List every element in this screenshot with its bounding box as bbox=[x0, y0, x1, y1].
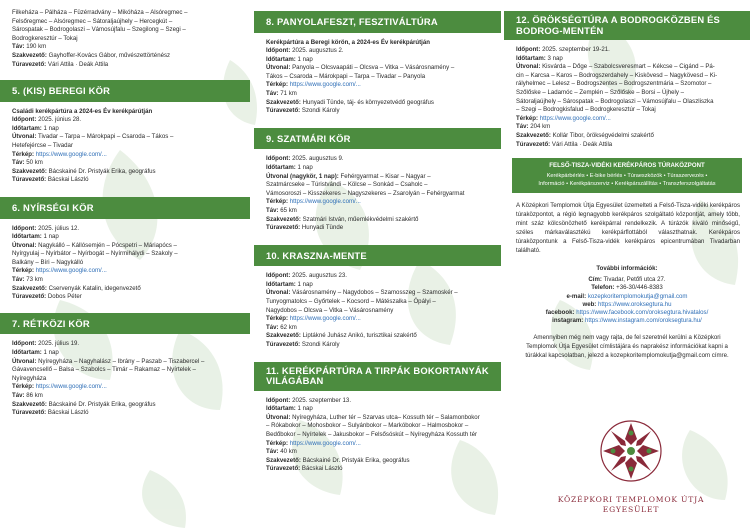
route-row-cont: Vámosoroszi – Kisszekeres – Nagyszekeres – Zsarolyán – Fehérgyarmat bbox=[266, 189, 465, 197]
date-row: Időpont: 2025. szeptember 19-21. bbox=[516, 46, 610, 53]
route-row-cont: Tákos – Csaroda – Márokpapi – Tarpa – Tivadar – Panyola bbox=[266, 72, 426, 80]
guide-row: Túravezető: Bácskai László bbox=[266, 465, 343, 473]
route-line: Sárospatak – Bodrogolaszi – Vámosújfalu – Szegilong – Szegi – bbox=[12, 26, 186, 34]
route-row-cont: Tunyogmatolcs – Győrtelek – Kocsord – Mátészalka – Ópályi – bbox=[266, 297, 436, 305]
section-5-details bbox=[0, 108, 250, 185]
column-left bbox=[0, 0, 250, 531]
map-row: Térkép: https://www.google.com/... bbox=[266, 81, 361, 89]
association-logo bbox=[556, 411, 706, 529]
distance-row: Táv: 40 km bbox=[266, 448, 297, 456]
distance-row: Táv: 50 km bbox=[12, 159, 43, 167]
route-row: Útvonal: Panyola – Olcsvaapáti – Olcsva – Vitka – Vásárosnamény – bbox=[266, 64, 455, 72]
date-row: Időpont: 2025. július 12. bbox=[12, 224, 80, 232]
route-row: Útvonal: Vásárosnamény – Nagydobos – Szamosszeg – Szamoskér – bbox=[266, 289, 458, 297]
section-10-details bbox=[254, 272, 501, 349]
address-row: Cím: Tivadar, Petőfi utca 27. bbox=[588, 276, 666, 284]
bike-center-box bbox=[512, 158, 742, 192]
route-line: Felsőregmec – Alsóregmec – Sátoraljaújhely – Hercegkút – bbox=[12, 17, 173, 25]
route-row-cont: Nyírgyulaj – Nyírbátor – Nyírbogát – Nyírmihálydi – Szakoly – bbox=[12, 250, 178, 258]
section-8-title: 8. PANYOLAFESZT, FESZTIVÁLTÚRA bbox=[254, 11, 501, 33]
bike-center-title: FELSŐ-TISZA-VIDÉKI KERÉKPÁROS TÚRAKÖZPONT bbox=[549, 162, 705, 170]
phone-row: Telefon: +36-30/446-8383 bbox=[591, 284, 663, 292]
map-row: Térkép: https://www.google.com/... bbox=[516, 114, 611, 122]
date-row: Időpont: 2025. augusztus 9. bbox=[266, 155, 344, 163]
route-row: Útvonal: Nagykálló – Kállósemjén – Pócspetri – Máriapócs – bbox=[12, 241, 177, 249]
distance-row: Táv: 190 km bbox=[12, 43, 47, 51]
guide-row: Túravezető: Bácskai László bbox=[12, 409, 89, 417]
map-link[interactable]: https://www.google.com/... bbox=[288, 81, 361, 89]
section-7-details bbox=[0, 340, 250, 417]
date-row: Időpont: 2025. augusztus 23. bbox=[266, 272, 347, 280]
duration-row: Időtartam: 1 nap bbox=[266, 280, 313, 288]
duration-row: Időtartam: 3 nap bbox=[516, 54, 563, 62]
section-11-details bbox=[254, 397, 501, 474]
map-link[interactable]: https://www.google.com/... bbox=[288, 439, 361, 447]
column-middle bbox=[254, 0, 501, 531]
route-row-cont: – Szegi – Bodrogkisfalud – Bodrogkeresztúr – Tokaj bbox=[516, 106, 656, 114]
more-info-title: További információk: bbox=[596, 264, 658, 272]
section-10-title: 10. KRASZNA-MENTE bbox=[254, 245, 501, 267]
date-row: Időpont: 2025. augusztus 2. bbox=[266, 47, 344, 55]
section-subtitle: Családi kerékpártúra a 2024-es Év kerékpárútján bbox=[12, 107, 153, 115]
distance-row: Táv: 71 km bbox=[266, 90, 297, 98]
guide-row: Túravezető: Vári Attila · Deák Attila bbox=[516, 140, 613, 148]
guide-row: Túravezető: Bácskai László bbox=[12, 176, 89, 184]
expert-row: Szakvezető: Szatmári István, műemlékvédelmi szakértő bbox=[266, 215, 419, 223]
map-row: Térkép: https://www.google.com/... bbox=[266, 439, 361, 447]
route-row-cont: Hetefejércse – Tivadar bbox=[12, 142, 73, 150]
route-row: Útvonal: Kisvárda – Dőge – Szabolcsveresmart – Kékcse – Cigánd – Pá- bbox=[516, 63, 715, 71]
route-row-cont: rályhelmec – Lelesz – Bodrogszentes – Bodrogszentmária – Szomotor – bbox=[516, 80, 712, 88]
expert-row: Szakvezető: Liptákné Juhász Anikó, turisztikai szakértő bbox=[266, 332, 417, 340]
date-row: Időpont: 2025. július 19. bbox=[12, 340, 80, 348]
route-row-cont: Nagydobos – Olcsva – Vitka – Vásárosnamény bbox=[266, 306, 394, 314]
expert-row: Szakvezető: Kollár Tibor, örökségvédelmi szakértő bbox=[516, 131, 654, 139]
date-row: Időpont: 2025. június 28. bbox=[12, 116, 82, 124]
route-row-cont: Nyíregyháza bbox=[12, 374, 47, 382]
route-row-cont: Szatmárcseke – Túristvándi – Kölcse – Sonkád – Csaholc – bbox=[266, 181, 428, 189]
map-link[interactable]: https://www.google.com/... bbox=[34, 383, 107, 391]
route-row: Útvonal: Nyíregyháza, Luther tér – Szarvas utca– Kossuth tér – Salamonbokor bbox=[266, 413, 480, 421]
mailing-list-note: Amennyiben még nem vagy rajta, de fel szeretnél kerülni a Középkori Templomok Útja Egyesület címlistájára és naprakész információkat kapni a túrákkal kapcsolatban, jelezd a kozepkoritemplomokutja@gmail.com címre. bbox=[525, 334, 729, 360]
section-9-title: 9. SZATMÁRI KÖR bbox=[254, 128, 501, 150]
section-9-details bbox=[254, 155, 501, 232]
distance-row: Táv: 62 km bbox=[266, 323, 297, 331]
map-row: Térkép: https://www.google.com/... bbox=[266, 315, 361, 323]
expert-row: Szakvezető: Hunyadi Tünde, táj- és környezetvédő geográfus bbox=[266, 98, 434, 106]
expert-row: Szakvezető: Bácskainé Dr. Pristyák Erika, geográfus bbox=[12, 400, 156, 408]
section-6-details bbox=[0, 225, 250, 302]
route-row: Útvonal: Tivadar – Tarpa – Márokpapi – Csaroda – Tákos – bbox=[12, 133, 174, 141]
instagram-row: instagram: https://www.instagram.com/oroksegtura.hu/ bbox=[552, 317, 702, 325]
route-row: Útvonal (nagykör, 1 nap): Fehérgyarmat – Kisar – Nagyar – bbox=[266, 172, 431, 180]
route-line: Filkeháza – Pálháza – Füzérradvány – Mikóháza – Alsóregmec – bbox=[12, 9, 188, 16]
route-row-cont: Bedőbokor – Nyírtelek – Jakusbokor – Felsősóskút – Nyíregyháza Kossuth tér bbox=[266, 430, 478, 438]
logo-text-line1: KÖZÉPKORI TEMPLOMOK ÚTJA bbox=[557, 495, 705, 504]
route-row: Útvonal: Nyíregyháza – Nagyhalász – Ibrány – Paszab – Tiszabercel – bbox=[12, 357, 205, 365]
distance-row: Táv: 204 km bbox=[516, 123, 551, 131]
duration-row: Időtartam: 1 nap bbox=[12, 233, 59, 241]
bike-center-services: Információ • Kerékpárszerviz • Kerékpárszállítás • Transzferszolgáltatás bbox=[538, 181, 716, 188]
route-row-cont: – Rókabokor – Mohosbokor – Sulyánbokor – Markóbokor – Halmosbokor – bbox=[266, 422, 469, 430]
map-row: Térkép: https://www.google.com/... bbox=[12, 383, 107, 391]
bike-center-services: Kerékpárbérlés • E-bike bérlés • Túraeszközök • Túraszervezés • bbox=[546, 172, 708, 179]
date-row: Időpont: 2025. szeptember 13. bbox=[266, 396, 352, 404]
expert-row: Szakvezető: Bácskainé Dr. Pristyák Erika, geográfus bbox=[266, 456, 410, 464]
web-row: web: https://www.oroksegtura.hu bbox=[582, 300, 672, 308]
map-link[interactable]: https://www.google.com/... bbox=[34, 267, 107, 275]
rose-window-icon bbox=[556, 411, 706, 506]
guide-row: Túravezető: Vári Attila · Deák Attila bbox=[12, 60, 109, 68]
facebook-link[interactable]: https://www.facebook.com/oroksegtura.hivatalos/ bbox=[574, 308, 709, 316]
duration-row: Időtartam: 1 nap bbox=[266, 405, 313, 413]
web-link[interactable]: https://www.oroksegtura.hu bbox=[596, 300, 672, 308]
guide-row: Túravezető: Hunyadi Tünde bbox=[266, 224, 344, 232]
distance-row: Táv: 65 km bbox=[266, 206, 297, 214]
expert-row: Szakvezető: Gayhoffer-Kovács Gábor, művészettörténész bbox=[12, 51, 171, 59]
section-7-title: 7. RÉTKÖZI KÖR bbox=[0, 313, 250, 335]
map-row: Térkép: https://www.google.com/... bbox=[12, 150, 107, 158]
duration-row: Időtartam: 1 nap bbox=[266, 55, 313, 63]
section-12-title: 12. ÖRÖKSÉGTÚRA A BODROGKÖZBEN ÉS BODROG-MENTÉN bbox=[504, 11, 750, 40]
guide-row: Túravezető: Dobos Péter bbox=[12, 293, 82, 301]
guide-row: Túravezető: Szondi Károly bbox=[266, 107, 340, 115]
instagram-link[interactable]: https://www.instagram.com/oroksegtura.hu/ bbox=[583, 317, 702, 325]
map-row: Térkép: https://www.google.com/... bbox=[266, 198, 361, 206]
route-line: Bodrogkeresztúr – Tokaj bbox=[12, 34, 78, 42]
bike-center-description: A Középkori Templomok Útja Egyesület üzemelteti a Felső-Tisza-vidéki kerékpáros túraközpontot, a régió legnagyobb kerékpáros szolgáltató központját, amely több, mint száz kölcsönözhető kerékpárral rendelkezik. A túrázók kiváló minőségű, széles márkaválasztékú kerékpárflottából választhatnak. Kerékpáros túraközpontunk a Felső-Tisza-vidék kerékpáros epicentrumában Tivadarban található. bbox=[516, 201, 740, 254]
route-row-cont: Gávavencsellő – Balsa – Szabolcs – Timár – Rakamaz – Nyírtelek – bbox=[12, 366, 196, 374]
logo-text-line2: EGYESÜLET bbox=[602, 505, 660, 514]
expert-row: Szakvezető: Cservenyák Katalin, idegenvezető bbox=[12, 284, 141, 292]
map-link[interactable]: https://www.google.com/... bbox=[538, 114, 611, 122]
map-row: Térkép: https://www.google.com/... bbox=[12, 267, 107, 275]
section-subtitle: Kerékpártúra a Beregi körön, a 2024-es Év kerékpárútján bbox=[266, 38, 430, 46]
map-link[interactable]: https://www.google.com/... bbox=[288, 198, 361, 206]
guide-row: Túravezető: Szondi Károly bbox=[266, 340, 340, 348]
route-row-cont: Szőlőske – Ladamóc – Zemplén – Szőlőske – Borsi – Újhely – bbox=[516, 88, 685, 96]
section-6-title: 6. NYÍRSÉGI KÖR bbox=[0, 197, 250, 219]
distance-row: Táv: 73 km bbox=[12, 276, 43, 284]
section-12-details bbox=[504, 46, 750, 149]
map-link[interactable]: https://www.google.com/... bbox=[34, 150, 107, 158]
map-link[interactable]: https://www.google.com/... bbox=[288, 315, 361, 323]
email-row: e-mail: kozepkoritemplomokutja@gmail.com bbox=[566, 292, 688, 300]
route-row-cont: cin – Karcsa – Karos – Bodrogszerdahely – Kiskövesd – Nagykövesd – Ki- bbox=[516, 71, 718, 79]
duration-row: Időtartam: 1 nap bbox=[12, 348, 59, 356]
duration-row: Időtartam: 1 nap bbox=[266, 163, 313, 171]
facebook-row: facebook: https://www.facebook.com/oroksegtura.hivatalos/ bbox=[545, 308, 709, 316]
duration-row: Időtartam: 1 nap bbox=[12, 124, 59, 132]
distance-row: Táv: 86 km bbox=[12, 391, 43, 399]
section-5-title: 5. (KIS) BEREGI KÖR bbox=[0, 80, 250, 102]
section-11-title: 11. KERÉKPÁRTÚRA A TIRPÁK BOKORTANYÁK VILÁGÁBAN bbox=[254, 362, 501, 391]
expert-row: Szakvezető: Bácskainé Dr. Pristyák Erika, geográfus bbox=[12, 167, 156, 175]
route-row-cont: Balkány – Bíri – Nagykálló bbox=[12, 258, 84, 266]
column-right bbox=[504, 0, 750, 531]
route-continuation bbox=[0, 0, 250, 69]
section-8-details bbox=[254, 39, 501, 116]
email-link[interactable]: kozepkoritemplomokutja@gmail.com bbox=[586, 292, 688, 300]
route-row-cont: Sátoraljaújhely – Sárospatak – Bodrogolaszi – Vámosújfalu – Olaszliszka bbox=[516, 97, 714, 105]
